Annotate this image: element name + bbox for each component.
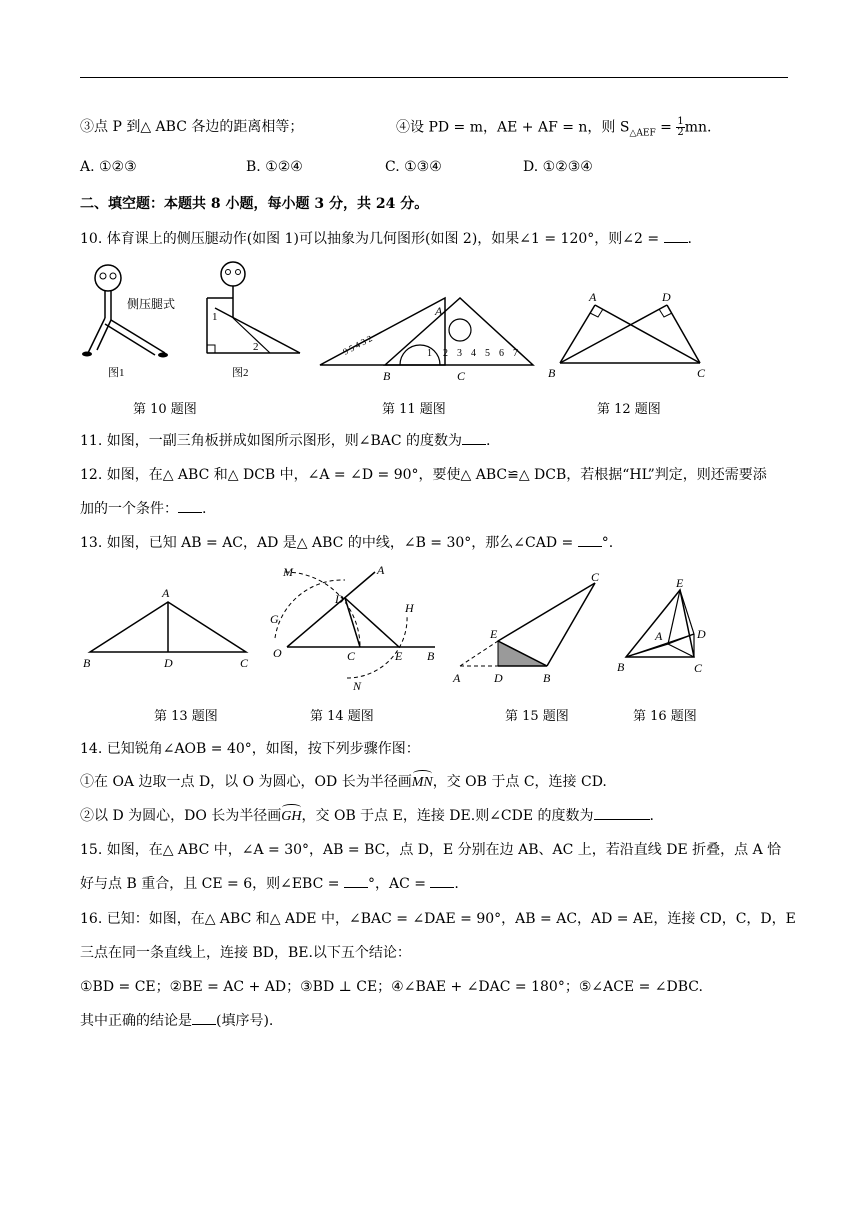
fig14-label-a: A bbox=[377, 563, 385, 577]
answer-blank bbox=[430, 875, 454, 888]
q9-statement-4-suffix: mn. bbox=[684, 119, 712, 136]
q11-text bbox=[80, 431, 490, 451]
caption-fig15: 第 15 题图 bbox=[505, 709, 569, 724]
fig14-label-h: H bbox=[405, 601, 414, 615]
q16-line-3: ①BD = CE；②BE = AC + AD；③BD ⊥ CE；④∠BAE + ∠DAC = 180°；⑤∠ACE = ∠DBC. bbox=[80, 979, 703, 995]
fig11-tick-3: 3 bbox=[457, 348, 462, 359]
q15-line-1: 15. 如图，在△ ABC 中，∠A = 30°，AB = BC，点 D，E 分别在边 AB、AC 上，若沿直线 DE 折叠，点 A 恰 bbox=[80, 842, 782, 858]
answer-blank bbox=[192, 1012, 216, 1025]
q14-end: . bbox=[649, 808, 654, 824]
fig15-label-d: D bbox=[494, 671, 503, 685]
fig16-label-e: E bbox=[676, 576, 684, 590]
fig13-label-c: C bbox=[240, 656, 249, 670]
fig15-label-c: C bbox=[591, 570, 600, 584]
q14-line-1: 14. 已知锐角∠AOB = 40°，如图，按下列步骤作图： bbox=[80, 741, 420, 757]
q12-line-2-text: 加的一个条件： bbox=[80, 501, 178, 517]
q16-line-4-a: 其中正确的结论是 bbox=[80, 1013, 192, 1029]
fig14-label-e: E bbox=[395, 649, 403, 663]
figure-13 bbox=[78, 580, 258, 675]
fig16-label-a: A bbox=[655, 629, 663, 643]
q9-option-a: A. ①②③ bbox=[80, 159, 137, 175]
fig14-label-b: B bbox=[427, 649, 435, 663]
fig11-label-b: B bbox=[383, 369, 391, 383]
q9-option-c: C. ①③④ bbox=[385, 159, 442, 175]
fig15-label-a: A bbox=[453, 671, 461, 685]
answer-blank bbox=[578, 534, 602, 547]
fig12-label-c: C bbox=[697, 366, 706, 380]
caption-fig12: 第 12 题图 bbox=[597, 402, 661, 417]
fig14-label-d: D bbox=[335, 592, 344, 606]
fig14-label-c: C bbox=[347, 649, 356, 663]
q13-end: °. bbox=[601, 535, 614, 551]
fraction-one-half bbox=[676, 117, 684, 138]
fig13-label-b: B bbox=[83, 656, 91, 670]
answer-blank bbox=[178, 500, 202, 513]
fig12-label-a: A bbox=[589, 290, 597, 304]
q9-statement-4-eq: = bbox=[655, 119, 677, 136]
q14-line-2-a: ①在 OA 边取一点 D，以 O 为圆心，OD 长为半径画 bbox=[80, 774, 412, 790]
arc-mn bbox=[412, 772, 433, 793]
q12-end: . bbox=[202, 501, 207, 517]
caption-fig13: 第 13 题图 bbox=[154, 709, 218, 724]
fig10-head-1 bbox=[95, 265, 121, 291]
figure-12 bbox=[545, 285, 715, 385]
q12-line-2 bbox=[80, 499, 206, 519]
q15-line-2 bbox=[80, 874, 459, 894]
fig11-tick-6: 6 bbox=[499, 348, 504, 359]
fig12-label-d: D bbox=[662, 290, 671, 304]
q10-end: . bbox=[687, 231, 692, 247]
figure-16 bbox=[612, 572, 722, 687]
q13-question: 13. 如图，已知 AB = AC，AD 是△ ABC 的中线，∠B = 30°，那么∠CAD = bbox=[80, 535, 578, 551]
fig10-angle-1: 1 bbox=[212, 311, 218, 323]
fig16-label-c: C bbox=[694, 661, 703, 675]
answer-blank bbox=[664, 230, 688, 243]
fraction-denominator: 2 bbox=[677, 127, 684, 138]
q15-line-2-b: °，AC = bbox=[367, 876, 431, 892]
answer-blank bbox=[344, 875, 368, 888]
caption-fig16: 第 16 题图 bbox=[633, 709, 697, 724]
figure-14 bbox=[265, 560, 445, 695]
q15-line-2-a: 好与点 B 重合，且 CE = 6，则∠EBC = bbox=[80, 876, 344, 892]
fig10-sub-2: 图2 bbox=[232, 367, 249, 379]
q16-line-4 bbox=[80, 1011, 273, 1031]
fig16-label-b: B bbox=[617, 660, 625, 674]
fig11-tick-7: 7 bbox=[513, 348, 518, 359]
q14-line-3-b: ，交 OB 于点 E，连接 DE.则∠CDE 的度数为 bbox=[301, 808, 594, 824]
q10-question: 10. 体育课上的侧压腿动作(如图 1)可以抽象为几何图形(如图 2)，如果∠1 = 120°，则∠2 = bbox=[80, 231, 664, 247]
q11-question: 11. 如图，一副三角板拼成如图所示图形，则∠BAC 的度数为 bbox=[80, 433, 463, 449]
arc-mn-label: MN bbox=[411, 775, 433, 790]
fig14-label-g: G bbox=[270, 612, 279, 626]
fig11-tick-5: 5 bbox=[485, 348, 490, 359]
q16-line-4-b: (填序号). bbox=[216, 1013, 274, 1029]
header-rule bbox=[80, 77, 788, 78]
q9-statement-4-prefix: ④设 PD = m，AE + AF = n，则 S bbox=[396, 119, 630, 136]
fig12-label-b: B bbox=[548, 366, 556, 380]
q12-line-1: 12. 如图，在△ ABC 和△ DCB 中，∠A = ∠D = 90°，要使△ ABC≌△ DCB，若根据“HL”判定，则还需要添 bbox=[80, 467, 767, 483]
section-heading-fill-in: 二、填空题：本题共 8 小题，每小题 3 分，共 24 分。 bbox=[80, 196, 429, 212]
q16-line-2: 三点在同一条直线上，连接 BD，BE.以下五个结论： bbox=[80, 945, 411, 961]
fig10-sub-1: 图1 bbox=[108, 367, 125, 379]
fig11-label-c: C bbox=[457, 369, 466, 383]
caption-fig10: 第 10 题图 bbox=[133, 402, 197, 417]
q9-statement-4 bbox=[396, 117, 712, 143]
q14-line-2 bbox=[80, 772, 607, 793]
q11-end: . bbox=[486, 433, 491, 449]
fig15-label-e: E bbox=[490, 627, 498, 641]
fig11-label-a: A bbox=[435, 304, 443, 318]
arc-gh bbox=[281, 806, 301, 827]
arc-gh-label: GH bbox=[281, 809, 302, 824]
fig11-tick-4: 4 bbox=[471, 348, 476, 359]
fig10-angle-2: 2 bbox=[253, 341, 259, 353]
q14-line-2-b: ，交 OB 于点 C，连接 CD. bbox=[432, 774, 607, 790]
answer-blank bbox=[462, 432, 486, 445]
figure-15 bbox=[450, 568, 610, 688]
fig14-label-m: M bbox=[283, 565, 293, 579]
q14-line-3 bbox=[80, 806, 654, 827]
q9-statement-4-sub: △AEF bbox=[629, 128, 656, 139]
q10-text bbox=[80, 229, 692, 249]
fig10-head-2 bbox=[221, 262, 245, 286]
caption-fig14: 第 14 题图 bbox=[310, 709, 374, 724]
fig13-label-d: D bbox=[164, 656, 173, 670]
answer-blank bbox=[594, 807, 650, 820]
q13-text bbox=[80, 533, 613, 553]
fraction-numerator: 1 bbox=[677, 116, 684, 127]
fig15-label-b: B bbox=[543, 671, 551, 685]
fig14-label-n: N bbox=[353, 679, 362, 693]
q9-statement-3: ③点 P 到△ ABC 各边的距离相等； bbox=[80, 119, 304, 135]
caption-fig11: 第 11 题图 bbox=[382, 402, 446, 417]
q16-line-1: 16. 已知：如图，在△ ABC 和△ ADE 中，∠BAC = ∠DAE = 90°，AB = AC，AD = AE，连接 CD，C，D，E bbox=[80, 911, 796, 927]
figure-11 bbox=[315, 290, 535, 385]
q15-end: . bbox=[454, 876, 459, 892]
fig14-label-o: O bbox=[273, 646, 282, 660]
figure-10 bbox=[75, 258, 305, 383]
fig13-label-a: A bbox=[162, 586, 170, 600]
fig11-tick-1: 1 bbox=[427, 348, 432, 359]
svg-text:9 5 4 3 2: 9 5 4 3 2 bbox=[341, 333, 374, 357]
q9-option-d: D. ①②③④ bbox=[523, 159, 593, 175]
fig16-label-d: D bbox=[697, 627, 706, 641]
q9-option-b: B. ①②④ bbox=[246, 159, 303, 175]
fig11-tick-2: 2 bbox=[443, 348, 448, 359]
fig10-pose-label: 侧压腿式 bbox=[127, 297, 176, 311]
q14-line-3-a: ②以 D 为圆心，DO 长为半径画 bbox=[80, 808, 282, 824]
